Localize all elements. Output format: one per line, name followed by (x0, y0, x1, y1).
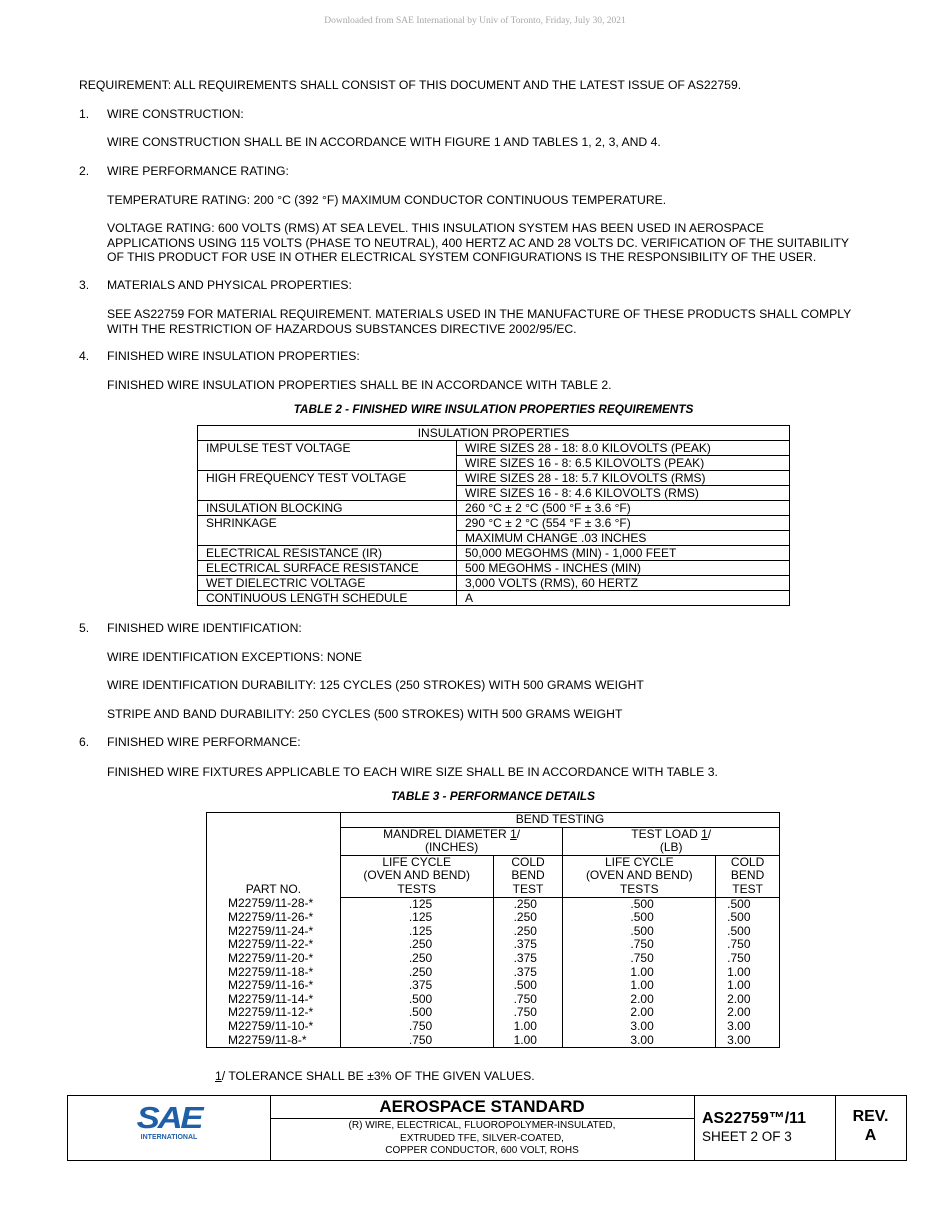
table-row (198, 441, 790, 456)
tolerance-note-text: / TOLERANCE SHALL BE ±3% OF THE GIVEN VALUES. (221, 1069, 535, 1083)
property-label: IMPULSE TEST VOLTAGE (198, 441, 457, 456)
part-number-cell: M22759/11-10-* (207, 1020, 341, 1034)
section-4-number: 4. (79, 349, 90, 363)
table-row (198, 471, 790, 486)
table-row (198, 501, 790, 516)
property-value: WIRE SIZES 16 - 8: 6.5 KILOVOLTS (PEAK) (457, 456, 790, 471)
life-line-3: TESTS (619, 881, 659, 896)
section-3-title: MATERIALS AND PHYSICAL PROPERTIES: (107, 278, 352, 292)
mandrel-cold-bend-cell: .375 (493, 952, 563, 966)
section-6-title: FINISHED WIRE PERFORMANCE: (107, 735, 301, 749)
performance-rows (207, 897, 780, 1048)
load-life-cycle-cell: 3.00 (563, 1020, 716, 1034)
mandrel-life-cycle-cell: .250 (340, 966, 493, 980)
mandrel-label: MANDREL DIAMETER (383, 826, 511, 841)
mandrel-cold-bend-cell: .750 (493, 1006, 563, 1020)
table-row (198, 561, 790, 576)
part-number-cell: M22759/11-16-* (207, 979, 341, 993)
table-row (198, 591, 790, 606)
mandrel-cold-bend-cell: .250 (493, 925, 563, 939)
standard-title: AEROSPACE STANDARD (270, 1096, 694, 1119)
table-row (198, 576, 790, 591)
load-cold-bend-cell: 2.00 (716, 993, 780, 1007)
mandrel-cold-bend-cell: .375 (493, 966, 563, 980)
mandrel-cold-bend-header (493, 855, 563, 897)
table-row (207, 1020, 780, 1034)
revision-value: A (864, 1127, 877, 1144)
mandrel-life-cycle-cell: .125 (340, 925, 493, 939)
voltage-rating-line-1: VOLTAGE RATING: 600 VOLTS (RMS) AT SEA LEVEL. THIS INSULATION SYSTEM HAS BEEN USED IN AEROSPACE (107, 221, 764, 235)
table-header-row (207, 813, 780, 828)
part-no-header (207, 813, 341, 898)
bend-testing-header: BEND TESTING (340, 813, 779, 828)
life-line-1: LIFE CYCLE (382, 854, 452, 869)
standard-description (270, 1120, 694, 1158)
property-value: 290 °C ± 2 °C (554 °F ± 3.6 °F) (457, 516, 790, 531)
table-row (198, 531, 790, 546)
life-line-3: TESTS (397, 881, 437, 896)
table-row (198, 546, 790, 561)
section-2-title: WIRE PERFORMANCE RATING: (107, 164, 289, 178)
cold-line-3: TEST (512, 881, 544, 896)
voltage-rating-line-2: APPLICATIONS USING 115 VOLTS (PHASE TO NEUTRAL), 400 HERTZ AC AND 28 VOLTS DC. VERIFICATION OF THE SUITABILITY (107, 235, 850, 250)
property-label: HIGH FREQUENCY TEST VOLTAGE (198, 471, 457, 486)
section-2-number: 2. (79, 164, 90, 178)
mandrel-life-cycle-cell: .250 (340, 938, 493, 952)
mandrel-cold-bend-cell: .750 (493, 993, 563, 1007)
document-number: AS22759™/11 (702, 1110, 807, 1127)
mandrel-cold-bend-cell: .500 (493, 979, 563, 993)
mandrel-cold-bend-cell: .250 (493, 897, 563, 911)
life-line-1: LIFE CYCLE (604, 854, 674, 869)
mandrel-cold-bend-cell: 1.00 (493, 1020, 563, 1034)
part-number-cell: M22759/11-12-* (207, 1006, 341, 1020)
property-value: WIRE SIZES 28 - 18: 8.0 KILOVOLTS (PEAK) (457, 441, 790, 456)
performance-paragraph: FINISHED WIRE FIXTURES APPLICABLE TO EACH WIRE SIZE SHALL BE IN ACCORDANCE WITH TABLE 3. (107, 765, 718, 779)
table-row (207, 993, 780, 1007)
voltage-rating-line-3: OF THIS PRODUCT FOR USE IN OTHER ELECTRICAL SYSTEM CONFIGURATIONS IS THE RESPONSIBILITY OF THE USER. (107, 250, 817, 264)
title-cell (270, 1096, 695, 1160)
sheet-number: SHEET 2 OF 3 (702, 1129, 792, 1144)
mandrel-unit: (INCHES) (424, 840, 479, 855)
life-line-2: (OVEN AND BEND) (363, 868, 471, 883)
stripe-durability: STRIPE AND BAND DURABILITY: 250 CYCLES (500 STROKES) WITH 500 GRAMS WEIGHT (107, 707, 623, 721)
materials-line-1: SEE AS22759 FOR MATERIAL REQUIREMENT. MATERIALS USED IN THE MANUFACTURE OF THESE PRODUCTS SHALL COMPLY (107, 307, 852, 321)
tolerance-note (215, 1069, 535, 1084)
footnote-slash: / (707, 826, 712, 841)
footnote-ref: 1 (701, 826, 708, 841)
mandrel-diameter-header (340, 827, 563, 855)
load-life-cycle-cell: 2.00 (563, 1006, 716, 1020)
mandrel-life-cycle-cell: .125 (340, 911, 493, 925)
requirement-statement: REQUIREMENT: ALL REQUIREMENTS SHALL CONSIST OF THIS DOCUMENT AND THE LATEST ISSUE OF AS22759. (79, 78, 742, 92)
property-label: INSULATION BLOCKING (198, 501, 457, 516)
section-1-number: 1. (79, 107, 90, 121)
insulation-properties-table (197, 425, 790, 606)
part-number-cell: M22759/11-8-* (207, 1034, 341, 1048)
property-value: 3,000 VOLTS (RMS), 60 HERTZ (457, 576, 790, 591)
materials-line-2: WITH THE RESTRICTION OF HAZARDOUS SUBSTANCES DIRECTIVE 2002/95/EC. (107, 321, 577, 336)
part-number-cell: M22759/11-18-* (207, 966, 341, 980)
cold-line-1: COLD (511, 854, 545, 869)
load-cold-bend-cell: .500 (716, 911, 780, 925)
load-label: TEST LOAD (631, 826, 702, 841)
load-cold-bend-cell: 1.00 (716, 979, 780, 993)
mandrel-life-cycle-cell: .500 (340, 993, 493, 1007)
part-number-cell: M22759/11-24-* (207, 925, 341, 939)
mandrel-cold-bend-cell: .250 (493, 911, 563, 925)
table-row (207, 952, 780, 966)
load-life-cycle-cell: .750 (563, 952, 716, 966)
table-3-caption: TABLE 3 - PERFORMANCE DETAILS (390, 789, 596, 803)
property-label: WET DIELECTRIC VOLTAGE (198, 576, 457, 591)
id-exceptions: WIRE IDENTIFICATION EXCEPTIONS: NONE (107, 650, 363, 664)
footnote-ref: 1 (510, 826, 517, 841)
load-life-cycle-header (563, 855, 716, 897)
mandrel-life-cycle-cell: .375 (340, 979, 493, 993)
load-cold-bend-cell: .750 (716, 938, 780, 952)
description-line-1: (R) WIRE, ELECTRICAL, FLUOROPOLYMER-INSULATED, (348, 1120, 616, 1131)
table-row (207, 897, 780, 911)
mandrel-life-cycle-cell: .250 (340, 952, 493, 966)
sae-logo-cell (68, 1096, 271, 1160)
cold-line-2: BEND (511, 868, 545, 883)
load-cold-bend-cell: 3.00 (716, 1020, 780, 1034)
table-row (207, 966, 780, 980)
section-5-number: 5. (79, 621, 90, 635)
cold-line-3: TEST (732, 881, 763, 896)
table-row (198, 486, 790, 501)
table-row (207, 938, 780, 952)
property-label: CONTINUOUS LENGTH SCHEDULE (198, 591, 457, 606)
table-row (198, 516, 790, 531)
footnote-ref: 1 (215, 1069, 222, 1083)
table-row (207, 1034, 780, 1048)
mandrel-life-cycle-cell: .750 (340, 1034, 493, 1048)
load-life-cycle-cell: 1.00 (563, 979, 716, 993)
load-life-cycle-cell: .750 (563, 938, 716, 952)
load-unit: (LB) (659, 840, 683, 855)
property-value: WIRE SIZES 16 - 8: 4.6 KILOVOLTS (RMS) (457, 486, 790, 501)
load-life-cycle-cell: 1.00 (563, 966, 716, 980)
mandrel-life-cycle-cell: .500 (340, 1006, 493, 1020)
property-label-empty (198, 486, 457, 501)
table-row (198, 426, 790, 441)
revision-cell (835, 1096, 906, 1160)
table-row (207, 911, 780, 925)
cold-line-2: BEND (730, 868, 765, 883)
description-line-3: COPPER CONDUCTOR, 600 VOLT, ROHS (385, 1145, 579, 1156)
part-number-cell: M22759/11-28-* (207, 897, 341, 911)
temperature-rating: TEMPERATURE RATING: 200 °C (392 °F) MAXIMUM CONDUCTOR CONTINUOUS TEMPERATURE. (107, 193, 667, 207)
revision-label: REV. (852, 1108, 889, 1125)
load-life-cycle-cell: 3.00 (563, 1034, 716, 1048)
construction-paragraph: WIRE CONSTRUCTION SHALL BE IN ACCORDANCE WITH FIGURE 1 AND TABLES 1, 2, 3, AND 4. (107, 135, 661, 149)
property-value: 260 °C ± 2 °C (500 °F ± 3.6 °F) (457, 501, 790, 516)
property-label-empty (198, 456, 457, 471)
property-value: A (457, 591, 790, 606)
load-life-cycle-cell: 2.00 (563, 993, 716, 1007)
insulation-paragraph: FINISHED WIRE INSULATION PROPERTIES SHALL BE IN ACCORDANCE WITH TABLE 2. (107, 378, 612, 392)
section-5-title: FINISHED WIRE IDENTIFICATION: (107, 621, 302, 635)
sae-logo (136, 1100, 202, 1142)
cold-line-1: COLD (730, 854, 765, 869)
table-2-caption: TABLE 2 - FINISHED WIRE INSULATION PROPERTIES REQUIREMENTS (293, 402, 694, 416)
life-line-2: (OVEN AND BEND) (585, 868, 693, 883)
part-number-cell: M22759/11-26-* (207, 911, 341, 925)
mandrel-life-cycle-header (340, 855, 493, 897)
property-label-empty (198, 531, 457, 546)
footnote-slash: / (516, 826, 521, 841)
description-line-2: EXTRUDED TFE, SILVER-COATED, (400, 1132, 564, 1144)
property-value: MAXIMUM CHANGE .03 INCHES (457, 531, 790, 546)
part-number-cell: M22759/11-14-* (207, 993, 341, 1007)
property-label: ELECTRICAL SURFACE RESISTANCE (198, 561, 457, 576)
load-life-cycle-cell: .500 (563, 925, 716, 939)
load-life-cycle-cell: .500 (563, 911, 716, 925)
load-cold-bend-cell: 3.00 (716, 1034, 780, 1048)
mandrel-life-cycle-cell: .750 (340, 1020, 493, 1034)
load-cold-bend-cell: .500 (716, 897, 780, 911)
part-number-cell: M22759/11-20-* (207, 952, 341, 966)
load-cold-bend-cell: .500 (716, 925, 780, 939)
load-cold-bend-cell: 2.00 (716, 1006, 780, 1020)
section-4-title: FINISHED WIRE INSULATION PROPERTIES: (107, 349, 360, 363)
load-cold-bend-cell: 1.00 (716, 966, 780, 980)
sae-logo-mark: SAE (136, 1100, 202, 1135)
sae-logo-subtitle: INTERNATIONAL (140, 1134, 198, 1141)
property-value: 500 MEGOHMS - INCHES (MIN) (457, 561, 790, 576)
performance-details-table (206, 812, 780, 1048)
load-cold-bend-cell: .750 (716, 952, 780, 966)
load-life-cycle-cell: .500 (563, 897, 716, 911)
title-block (67, 1095, 907, 1161)
section-6-number: 6. (79, 735, 90, 749)
section-3-number: 3. (79, 278, 90, 292)
part-number-cell: M22759/11-22-* (207, 938, 341, 952)
table-row (198, 456, 790, 471)
load-cold-bend-header (716, 855, 780, 897)
property-label: SHRINKAGE (198, 516, 457, 531)
section-1-title: WIRE CONSTRUCTION: (107, 107, 244, 121)
doc-number-cell (694, 1096, 836, 1160)
mandrel-cold-bend-cell: 1.00 (493, 1034, 563, 1048)
table-row (207, 925, 780, 939)
property-label: ELECTRICAL RESISTANCE (IR) (198, 546, 457, 561)
table-2-header: INSULATION PROPERTIES (198, 426, 790, 441)
test-load-header (563, 827, 780, 855)
mandrel-life-cycle-cell: .125 (340, 897, 493, 911)
mandrel-cold-bend-cell: .375 (493, 938, 563, 952)
part-no-label: PART NO. (245, 882, 302, 897)
download-watermark: Downloaded from SAE International by Univ of Toronto, Friday, July 30, 2021 (324, 16, 626, 26)
id-durability: WIRE IDENTIFICATION DURABILITY: 125 CYCLES (250 STROKES) WITH 500 GRAMS WEIGHT (107, 678, 644, 692)
property-value: 50,000 MEGOHMS (MIN) - 1,000 FEET (457, 546, 790, 561)
table-row (207, 979, 780, 993)
property-value: WIRE SIZES 28 - 18: 5.7 KILOVOLTS (RMS) (457, 471, 790, 486)
table-row (207, 1006, 780, 1020)
